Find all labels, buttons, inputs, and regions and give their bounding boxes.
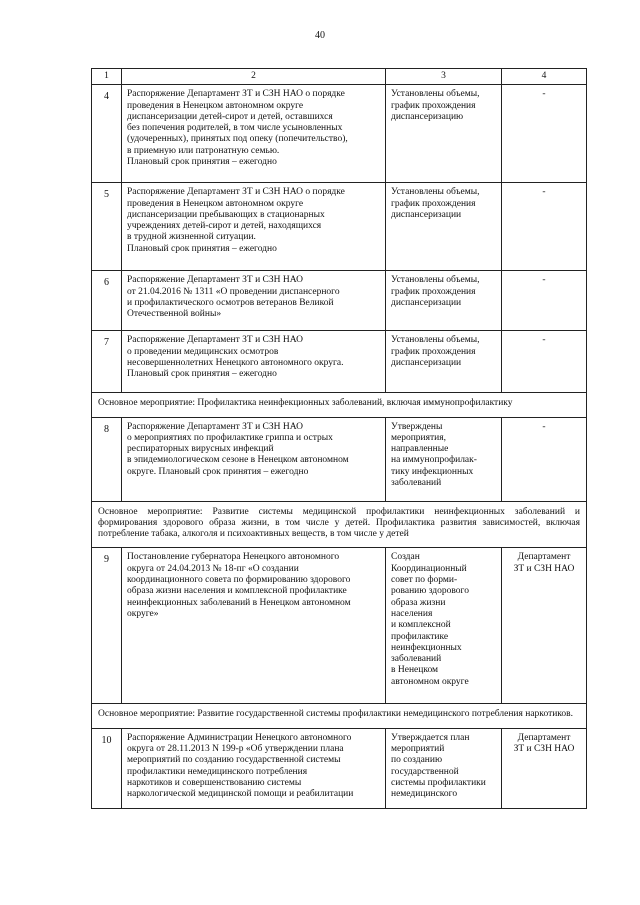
- row-number: 10: [92, 728, 122, 808]
- responsible-cell: Департамент ЗТ и СЗН НАО: [502, 548, 587, 704]
- header-cell: 2: [122, 69, 386, 85]
- table-row: [92, 183, 587, 271]
- page-number: 40: [315, 30, 325, 41]
- row-number: 8: [92, 417, 122, 501]
- responsible-cell: Департамент ЗТ и СЗН НАО: [502, 728, 587, 808]
- section-row: [92, 501, 587, 548]
- document-cell: Распоряжение Департамент ЗТ и СЗН НАО о мероприятиях по профилактике гриппа и острых респираторных вирусных инфекций в эпидемиологическом сезоне в Ненецком автономном округе. Плановый срок принятия – ежегодно: [122, 417, 386, 501]
- header-cell: 4: [502, 69, 587, 85]
- table-row: [92, 728, 587, 808]
- section-row: [92, 393, 587, 417]
- result-cell: Утверждены мероприятия, направленные на иммунопрофилак- тику инфекционных заболеваний: [386, 417, 502, 501]
- table-row: [92, 331, 587, 393]
- responsible-cell: -: [502, 331, 587, 393]
- document-cell: Распоряжение Департамент ЗТ и СЗН НАО о порядке проведения в Ненецком автономном округе диспансеризации детей-сирот и детей, оставшихся без попечения родителей, в том числе усыновленных (удочеренных), принятых под опеку (попечительство), в приемную или патронатную семью. Плановый срок принятия – ежегодно: [122, 85, 386, 183]
- result-cell: Создан Координационный совет по форми- рованию здорового образа жизни населения и комплексной профилактике неинфекционных заболеваний в Ненецком автономном округе: [386, 548, 502, 704]
- measures-table: [91, 68, 587, 809]
- responsible-cell: -: [502, 183, 587, 271]
- header-cell: 3: [386, 69, 502, 85]
- result-cell: Установлены объемы, график прохождения диспансеризации: [386, 331, 502, 393]
- table-header-row: [92, 69, 587, 85]
- responsible-cell: -: [502, 417, 587, 501]
- document-cell: Распоряжение Департамент ЗТ и СЗН НАО о проведении медицинских осмотров несовершеннолетних Ненецкого автономного округа. Плановый срок принятия – ежегодно: [122, 331, 386, 393]
- table-row: [92, 417, 587, 501]
- section-heading: Основное мероприятие: Профилактика неинфекционных заболеваний, включая иммунопрофилактику: [92, 393, 587, 417]
- table-row: [92, 548, 587, 704]
- document-cell: Распоряжение Администрации Ненецкого автономного округа от 28.11.2013 N 199-р «Об утверждении плана мероприятий по созданию государственной системы профилактики немедицинского потребления наркотиков и совершенствованию системы наркологической медицинской помощи и реабилитации: [122, 728, 386, 808]
- section-heading: Основное мероприятие: Развитие системы медицинской профилактики неинфекционных заболеваний и формирования здорового образа жизни, в том числе у детей. Профилактика развития зависимостей, включая потребление табака, алкоголя и психоактивных веществ, в том числе у детей: [92, 501, 587, 548]
- row-number: 6: [92, 271, 122, 331]
- row-number: 7: [92, 331, 122, 393]
- document-cell: Распоряжение Департамент ЗТ и СЗН НАО о порядке проведения в Ненецком автономном округе диспансеризации пребывающих в стационарных учреждениях детей-сирот и детей, находящихся в трудной жизненной ситуации. Плановый срок принятия – ежегодно: [122, 183, 386, 271]
- document-cell: Распоряжение Департамент ЗТ и СЗН НАО от 21.04.2016 № 1311 «О проведении диспансерного и профилактического осмотров ветеранов Великой Отечественной войны»: [122, 271, 386, 331]
- document-cell: Постановление губернатора Ненецкого автономного округа от 24.04.2013 № 18-пг «О создании координационного совета по формированию здорового образа жизни населения и комплексной профилактике неинфекционных заболеваний в Ненецком автономном округе»: [122, 548, 386, 704]
- section-row: [92, 704, 587, 728]
- result-cell: Утверждается план мероприятий по созданию государственной системы профилактики немедицинского: [386, 728, 502, 808]
- table-row: [92, 271, 587, 331]
- responsible-cell: -: [502, 85, 587, 183]
- header-cell: 1: [92, 69, 122, 85]
- result-cell: Установлены объемы, график прохождения диспансеризации: [386, 183, 502, 271]
- result-cell: Установлены объемы, график прохождения диспансеризацию: [386, 85, 502, 183]
- result-cell: Установлены объемы, график прохождения диспансеризации: [386, 271, 502, 331]
- row-number: 9: [92, 548, 122, 704]
- table-row: [92, 85, 587, 183]
- section-heading: Основное мероприятие: Развитие государственной системы профилактики немедицинского потребления наркотиков.: [92, 704, 587, 728]
- responsible-cell: -: [502, 271, 587, 331]
- row-number: 4: [92, 85, 122, 183]
- row-number: 5: [92, 183, 122, 271]
